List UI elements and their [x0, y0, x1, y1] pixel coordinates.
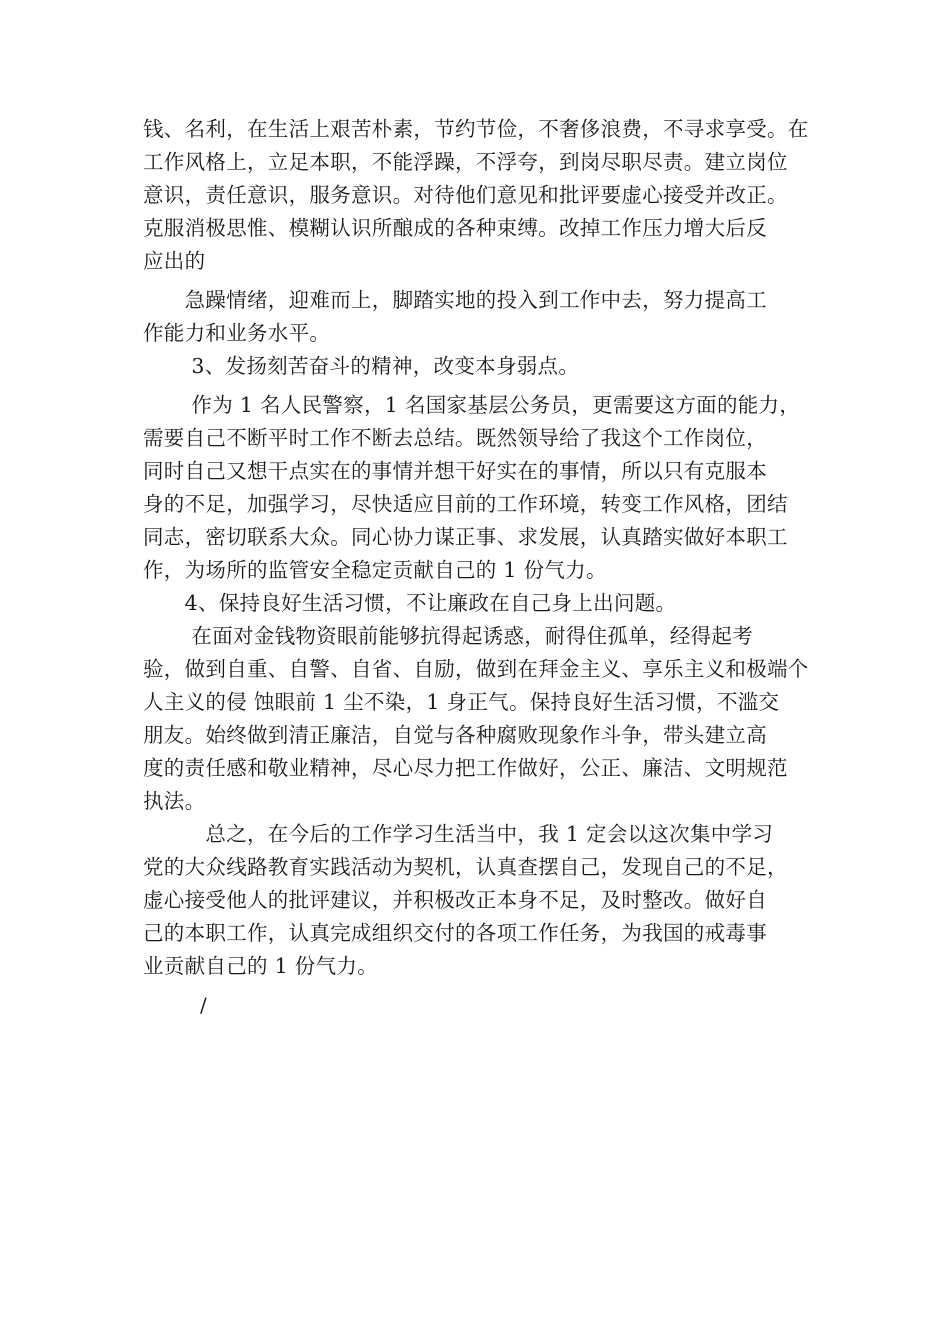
text-line: 同志，密切联系大众。同心协力谋正事、求发展，认真踏实做好本职工 [143, 525, 788, 549]
text-line: 度的责任感和敬业精神，尽心尽力把工作做好，公正、廉洁、文明规范 [143, 756, 788, 780]
text-line: 意识，责任意识，服务意识。对待他们意见和批评要虚心接受并改正。 [143, 183, 788, 207]
text-line: 钱、名利，在生活上艰苦朴素，节约节俭，不奢侈浪费，不寻求享受。在 [143, 117, 809, 141]
text-line: 党的大众线路教育实践活动为契机，认真查摆自己，发现自己的不足， [143, 855, 788, 879]
text-line: 虚心接受他人的批评建议，并积极改正本身不足，及时整改。做好自 [143, 888, 767, 912]
text-line: 急躁情绪，迎难而上，脚踏实地的投入到工作中去，努力提高工 [143, 288, 767, 312]
text-line: 人主义的侵 蚀眼前 1 尘不染，1 身正气。保持良好生活习惯，不滥交 [143, 690, 780, 714]
text-line: 作能力和业务水平。 [143, 321, 331, 345]
text-line: 克服消极思惟、模糊认识所酿成的各种束缚。改掉工作压力增大后反 [143, 216, 767, 240]
section-heading: 4、保持良好生活习惯，不让廉政在自己身上出问题。 [143, 591, 677, 615]
text-line: 总之，在今后的工作学习生活当中，我 1 定会以这次集中学习 [143, 822, 774, 846]
text-line: 作，为场所的监管安全稳定贡献自己的 1 份气力。 [143, 558, 607, 582]
text-line: 需要自己不断平时工作不断去总结。既然领导给了我这个工作岗位， [143, 426, 767, 450]
text-line: 应出的 [143, 249, 206, 273]
text-line: 身的不足，加强学习，尽快适应目前的工作环境，转变工作风格，团结 [143, 492, 788, 516]
text-line: 工作风格上，立足本职，不能浮躁，不浮夸，到岗尽职尽责。建立岗位 [143, 150, 788, 174]
text-line: 执法。 [143, 789, 206, 813]
text-line: 同时自己又想干点实在的事情并想干好实在的事情，所以只有克服本 [143, 459, 767, 483]
text-line: 己的本职工作，认真完成组织交付的各项工作任务，为我国的戒毒事 [143, 921, 767, 945]
document-body [143, 113, 823, 983]
text-line: 朋友。始终做到清正廉洁，自觉与各种腐败现象作斗争，带头建立高 [143, 723, 767, 747]
text-line: 业贡献自己的 1 份气力。 [143, 954, 378, 978]
section-heading: 3、发扬刻苦奋斗的精神，改变本身弱点。 [143, 354, 580, 378]
trailing-slash-mark: / [200, 993, 207, 1017]
text-line: 作为 1 名人民警察，1 名国家基层公务员，更需要这方面的能力， [143, 393, 801, 417]
text-line: 在面对金钱物资眼前能够抗得起诱惑，耐得住孤单，经得起考 [143, 624, 754, 648]
text-line: 验，做到自重、自警、自省、自励，做到在拜金主义、享乐主义和极端个 [143, 657, 809, 681]
